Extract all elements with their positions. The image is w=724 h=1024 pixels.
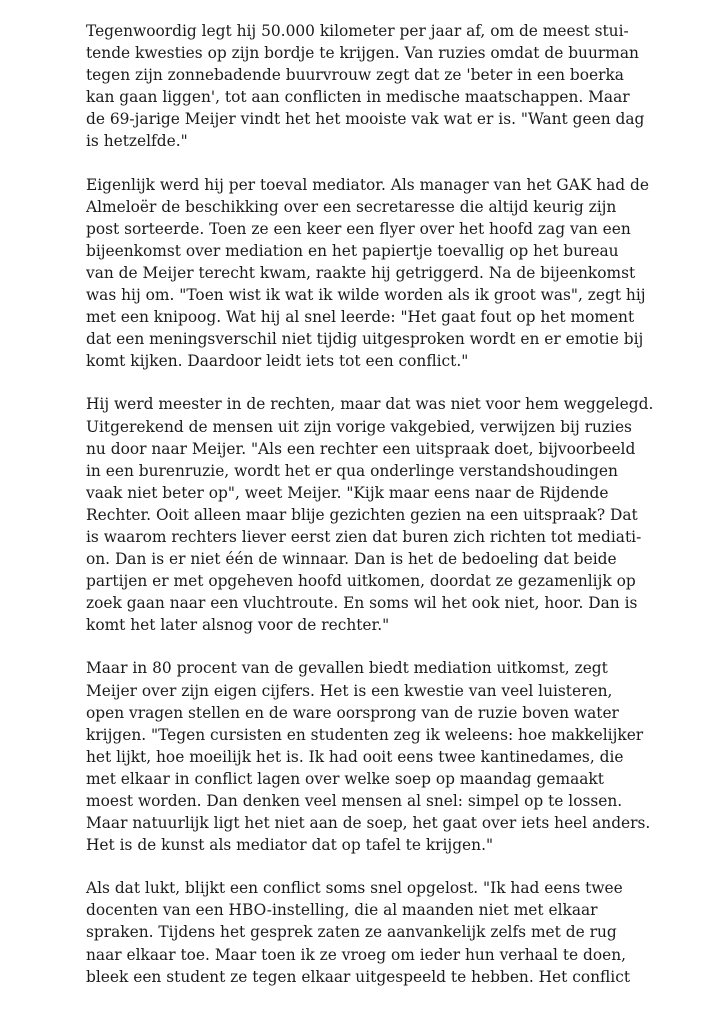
paragraph-5 (86, 877, 646, 987)
text-line: tegen zijn zonnebadende buurvrouw zegt dat ze 'beter in een boerka (86, 66, 624, 85)
text-line: met elkaar in conflict lagen over welke soep op maandag gemaakt (86, 769, 604, 788)
text-line: Tegenwoordig legt hij 50.000 kilometer per jaar af, om de meest stui- (86, 22, 629, 40)
paragraph-2 (86, 174, 650, 373)
text-line: komt het later alsnog voor de rechter." (86, 616, 390, 635)
text-line: Als dat lukt, blijkt een conflict soms snel opgelost. "Ik had eens twee (86, 879, 623, 898)
text-line: on. Dan is er niet één de winnaar. Dan is het de bedoeling dat beide (86, 550, 617, 569)
text-line: kan gaan liggen', tot aan conflicten in medische maatschappen. Maar (86, 88, 630, 107)
text-line: in een burenruzie, wordt het er qua onderlinge verstandshoudingen (86, 461, 618, 480)
text-line: het lijkt, hoe moeilijk het is. Ik had ooit eens twee kantinedames, die (86, 747, 624, 766)
text-line: tende kwesties op zijn bordje te krijgen. Van ruzies omdat de buurman (86, 44, 639, 63)
text-line: dat een meningsverschil niet tijdig uitgesproken wordt en er emotie bij (86, 330, 644, 349)
text-line: spraken. Tijdens het gesprek zaten ze aanvankelijk zelfs met de rug (86, 923, 617, 942)
text-line: van de Meijer terecht kwam, raakte hij getriggerd. Na de bijeenkomst (86, 263, 636, 282)
text-line: is hetzelfde." (86, 132, 188, 151)
text-line: Uitgerekend de mensen uit zijn vorige vakgebied, verwijzen bij ruzies (86, 417, 632, 436)
document-page (86, 20, 654, 1009)
text-line: komt kijken. Daardoor leidt iets tot een conflict." (86, 352, 469, 371)
text-line: Almeloër de beschikking over een secretaresse die altijd keurig zijn (86, 197, 617, 216)
text-line: bleek een student ze tegen elkaar uitgespeeld te hebben. Het conflict (86, 967, 631, 986)
text-line: vaak niet beter op", weet Meijer. "Kijk maar eens naar de Rijdende (86, 483, 609, 502)
text-line: Meijer over zijn eigen cijfers. Het is een kwestie van veel luisteren, (86, 681, 613, 700)
text-line: Maar in 80 procent van de gevallen biedt mediation uitkomst, zegt (86, 659, 608, 678)
paragraph-1 (86, 20, 646, 153)
text-line: Maar natuurlijk ligt het niet aan de soep, het gaat over iets heel anders. (86, 814, 651, 833)
text-line: docenten van een HBO-instelling, die al maanden niet met elkaar (86, 901, 598, 920)
text-line: post sorteerde. Toen ze een keer een flyer over het hoofd zag van een (86, 219, 631, 238)
text-line: naar elkaar toe. Maar toen ik ze vroeg om ieder hun verhaal te doen, (86, 945, 627, 964)
text-line: krijgen. "Tegen cursisten en studenten zeg ik weleens: hoe makkelijker (86, 725, 644, 744)
text-line: Hij werd meester in de rechten, maar dat was niet voor hem weggelegd. (86, 395, 654, 414)
text-line: was hij om. "Toen wist ik wat ik wilde worden als ik groot was", zegt hij (86, 286, 646, 305)
text-line: partijen er met opgeheven hoofd uitkomen, doordat ze gezamenlijk op (86, 572, 636, 591)
text-line: moest worden. Dan denken veel mensen al snel: simpel op te lossen. (86, 792, 623, 810)
text-line: Het is de kunst als mediator dat op tafel te krijgen." (86, 836, 494, 855)
text-line: Eigenlijk werd hij per toeval mediator. Als manager van het GAK had de (86, 175, 650, 194)
text-line: is waarom rechters liever eerst zien dat buren zich richten tot mediati- (86, 527, 642, 546)
text-line: Rechter. Ooit alleen maar blije gezichten gezien na een uitspraak? Dat (86, 505, 638, 524)
text-line: open vragen stellen en de ware oorsprong van de ruzie boven water (86, 703, 619, 722)
text-line: zoek gaan naar een vluchtroute. En soms wil het ook niet, hoor. Dan is (86, 594, 638, 613)
text-line: bijeenkomst over mediation en het papiertje toevallig op het bureau (86, 241, 619, 260)
paragraph-3 (86, 393, 654, 636)
text-line: met een knipoog. Wat hij al snel leerde: "Het gaat fout op het moment (86, 308, 635, 327)
text-line: de 69-jarige Meijer vindt het het mooiste vak wat er is. "Want geen dag (86, 110, 645, 129)
text-line: nu door naar Meijer. "Als een rechter een uitspraak doet, bijvoorbeeld (86, 439, 636, 458)
paragraph-4 (86, 657, 651, 856)
